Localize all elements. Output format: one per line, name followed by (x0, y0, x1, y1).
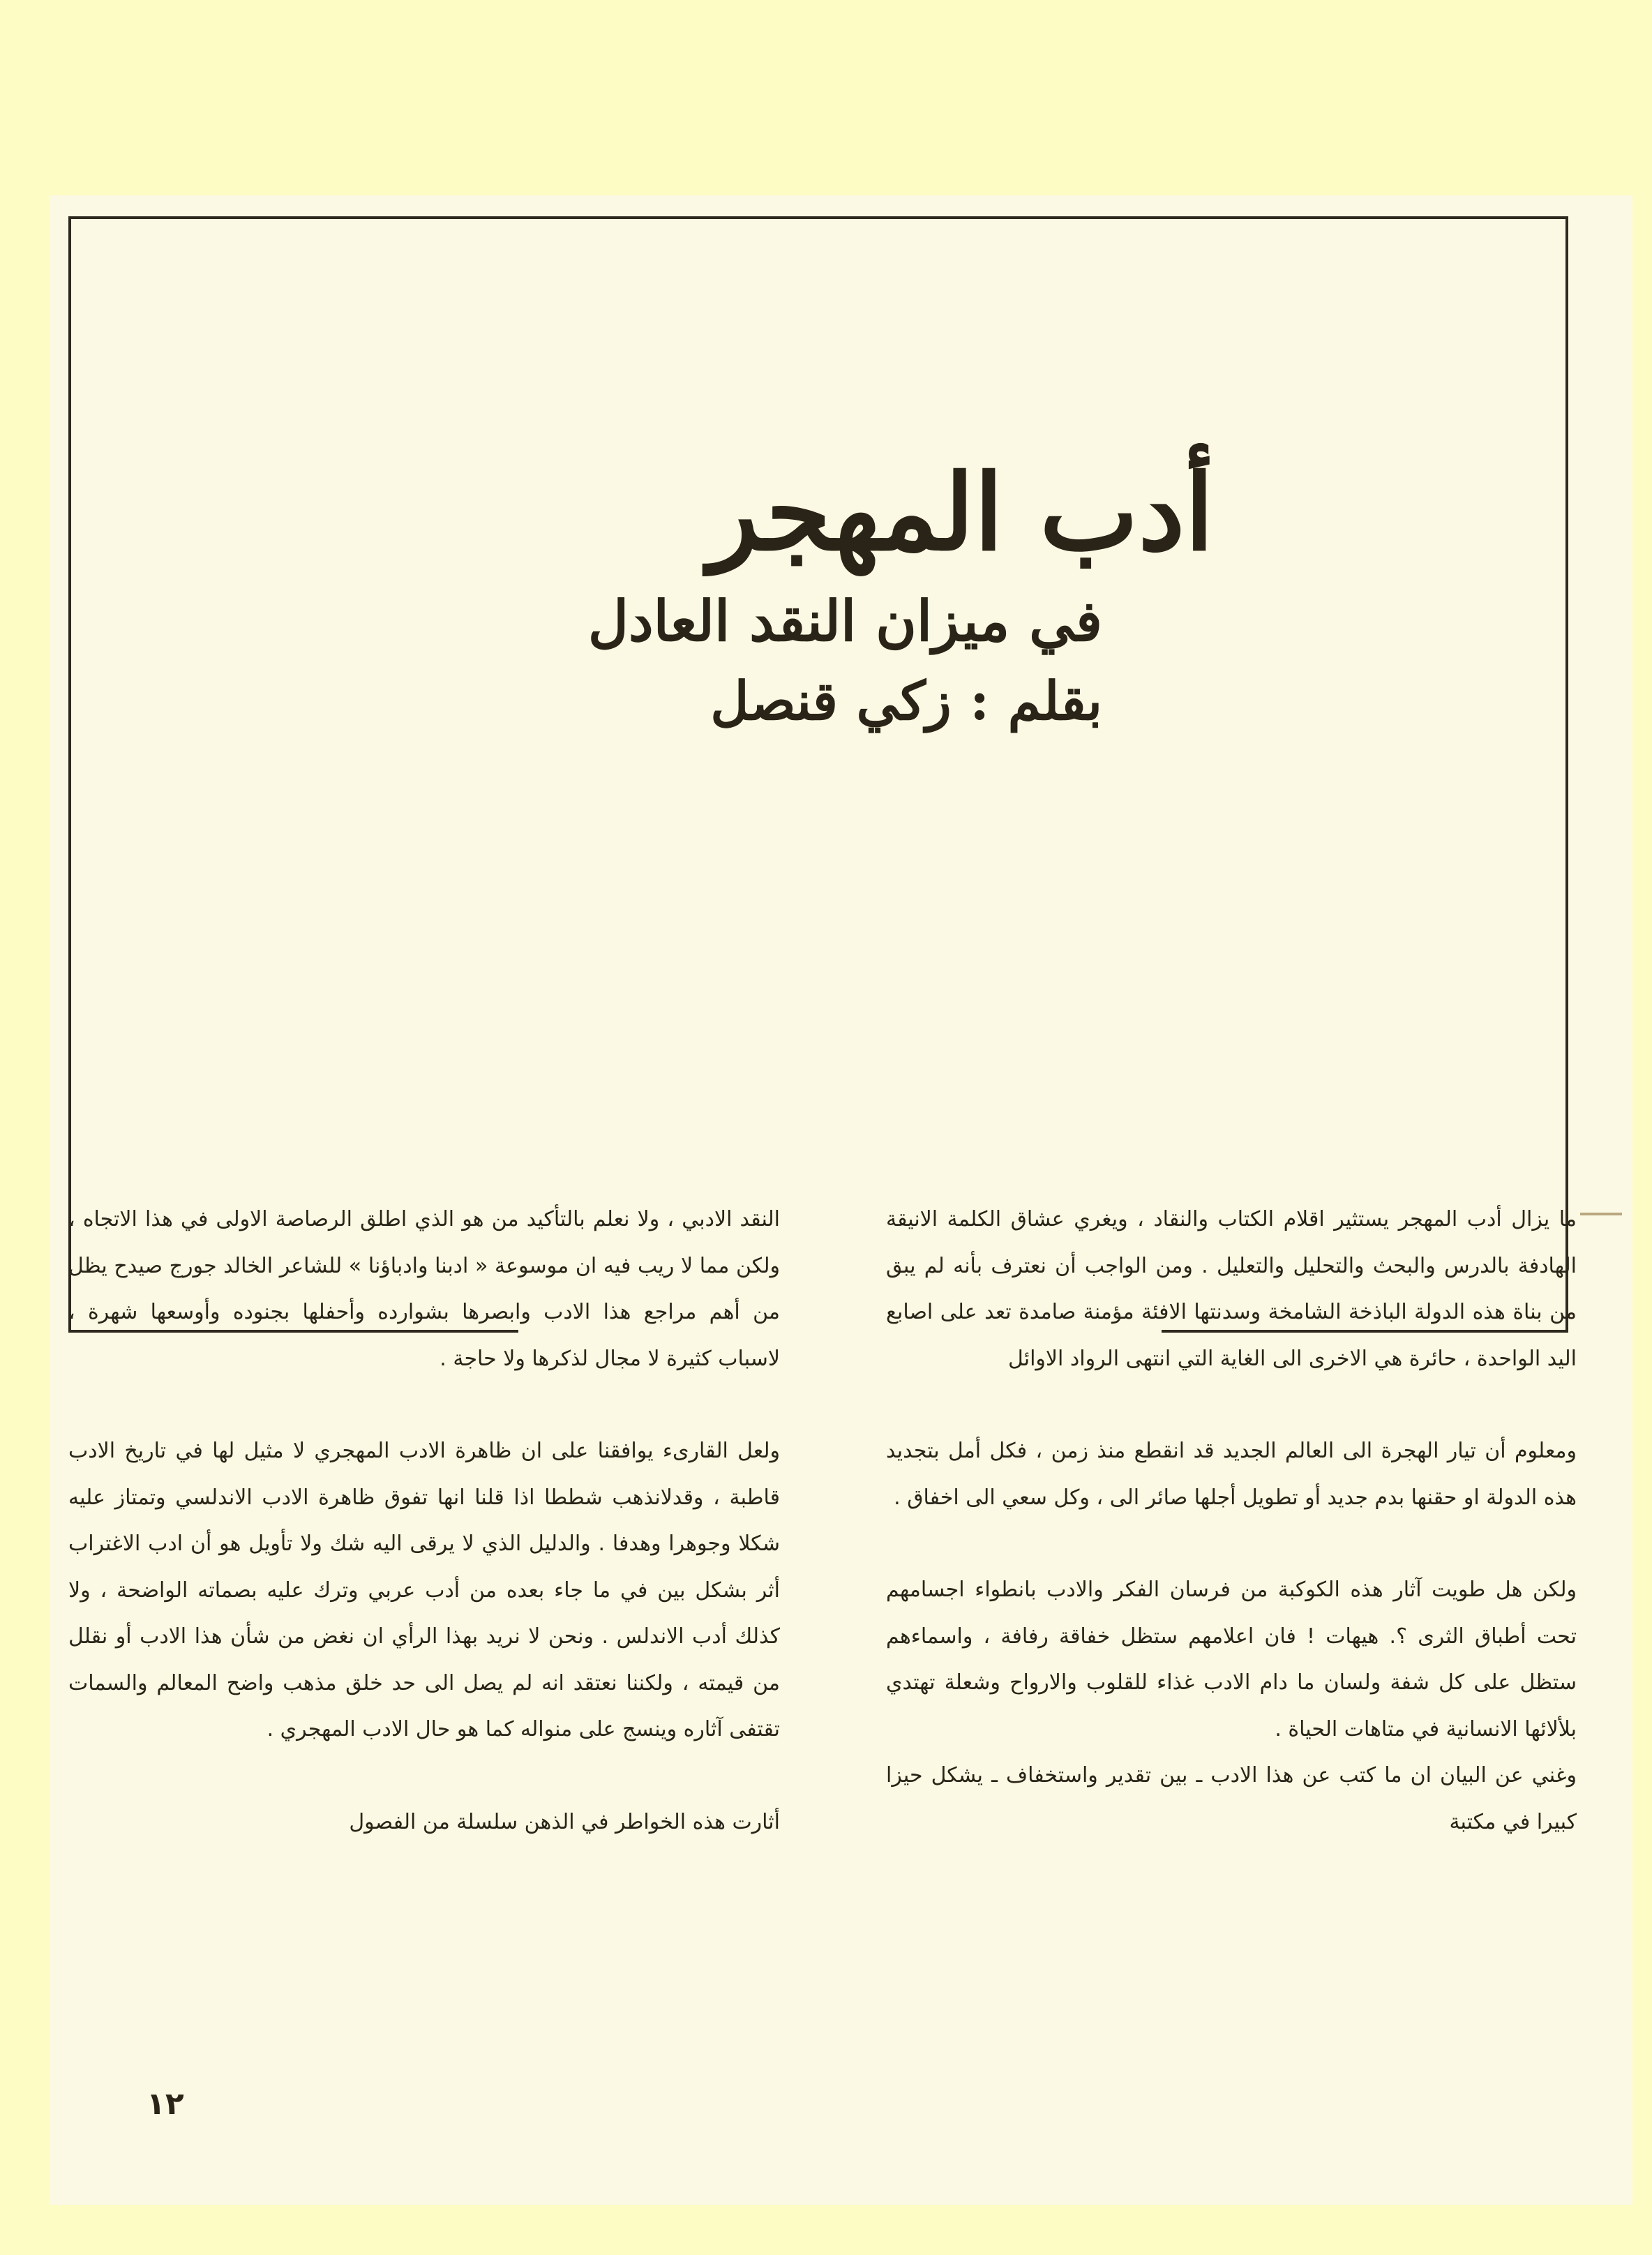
margin-mark (1580, 1213, 1622, 1215)
frame-top-border (68, 216, 1568, 219)
right-text-column (886, 1197, 1577, 1891)
frame-right-border (1565, 216, 1568, 1333)
paragraph: ولكن هل طويت آثار هذه الكوكبة من فرسان الفكر والادب بانطواء اجسامهم تحت أطباق الثرى ؟. هيهات ! فان اعلامهم ستظل خفاقة رفافة ، واسماءهم ستظل على كل شفة ولسان ما دام الادب غذاء للقلوب والارواح وشعلة تهتدي بلألائها الانسانية في متاهات الحياة . (886, 1578, 1577, 1741)
paragraph: وغني عن البيان ان ما كتب عن هذا الادب ـ بين تقدير واستخفاف ـ يشكل حيزا كبيرا في مكتبة (886, 1763, 1577, 1834)
article-byline: بقلم : زكي قنصل (710, 670, 1102, 732)
article-title: أدب المهجر (708, 451, 1214, 574)
title-block (433, 447, 1214, 740)
frame-left-border (68, 216, 71, 1333)
paragraph: النقد الادبي ، ولا نعلم بالتأكيد من هو الذي اطلق الرصاصة الاولى في هذا الاتجاه ، ولكن مما لا ريب فيه ان موسوعة « ادبنا وادباؤنا » للشاعر الخالد جورج صيدح يظل من أهم مراجع هذا الادب وابصرها بشوارده وأحفلها بجنوده وأوسعها شهرة ، لاسباب كثيرة لا مجال لذكرها ولا حاجة . (68, 1207, 780, 1371)
article-subtitle: في ميزان النقد العادل (587, 588, 1102, 654)
page-number: ١٢ (147, 2086, 184, 2122)
paragraph: أثارت هذه الخواطر في الذهن سلسلة من الفصول (349, 1809, 780, 1834)
paragraph: ومعلوم أن تيار الهجرة الى العالم الجديد قد انقطع منذ زمن ، فكل أمل بتجديد هذه الدولة او حقنها بدم جديد أو تطويل أجلها صائر الى ، وكل سعي الى اخفاق . (886, 1439, 1577, 1510)
paragraph: ما يزال أدب المهجر يستثير اقلام الكتاب والنقاد ، ويغري عشاق الكلمة الانيقة الهادفة بالدرس والبحث والتحليل والتعليل . ومن الواجب أن نعترف بأنه لم يبق من بناة هذه الدولة الباذخة الشامخة وسدنتها الافئة مؤمنة صامدة تعد على اصابع اليد الواحدة ، حائرة هي الاخرى الى الغاية التي انتهى الرواد الاوائل (886, 1207, 1577, 1371)
left-text-column (68, 1197, 780, 1891)
paragraph: ولعل القارىء يوافقنا على ان ظاهرة الادب المهجري لا مثيل لها في تاريخ الادب قاطبة ، وقدلانذهب شططا اذا قلنا انها تفوق ظاهرة الادب الاندلسي وتمتاز عليه شكلا وجوهرا وهدفا . والدليل الذي لا يرقى اليه شك ولا تأويل هو أن ادب الاغتراب أثر بشكل بين في ما جاء بعده من أدب عربي وترك عليه بصماته الواضحة ، ولا كذلك أدب الاندلس . ونحن لا نريد بهذا الرأي ان نغض من شأن هذا الادب أو نقلل من قيمته ، ولكننا نعتقد انه لم يصل الى حد خلق مذهب واضح المعالم والسمات تقتفى آثاره وينسج على منواله كما هو حال الادب المهجري . (68, 1439, 780, 1741)
